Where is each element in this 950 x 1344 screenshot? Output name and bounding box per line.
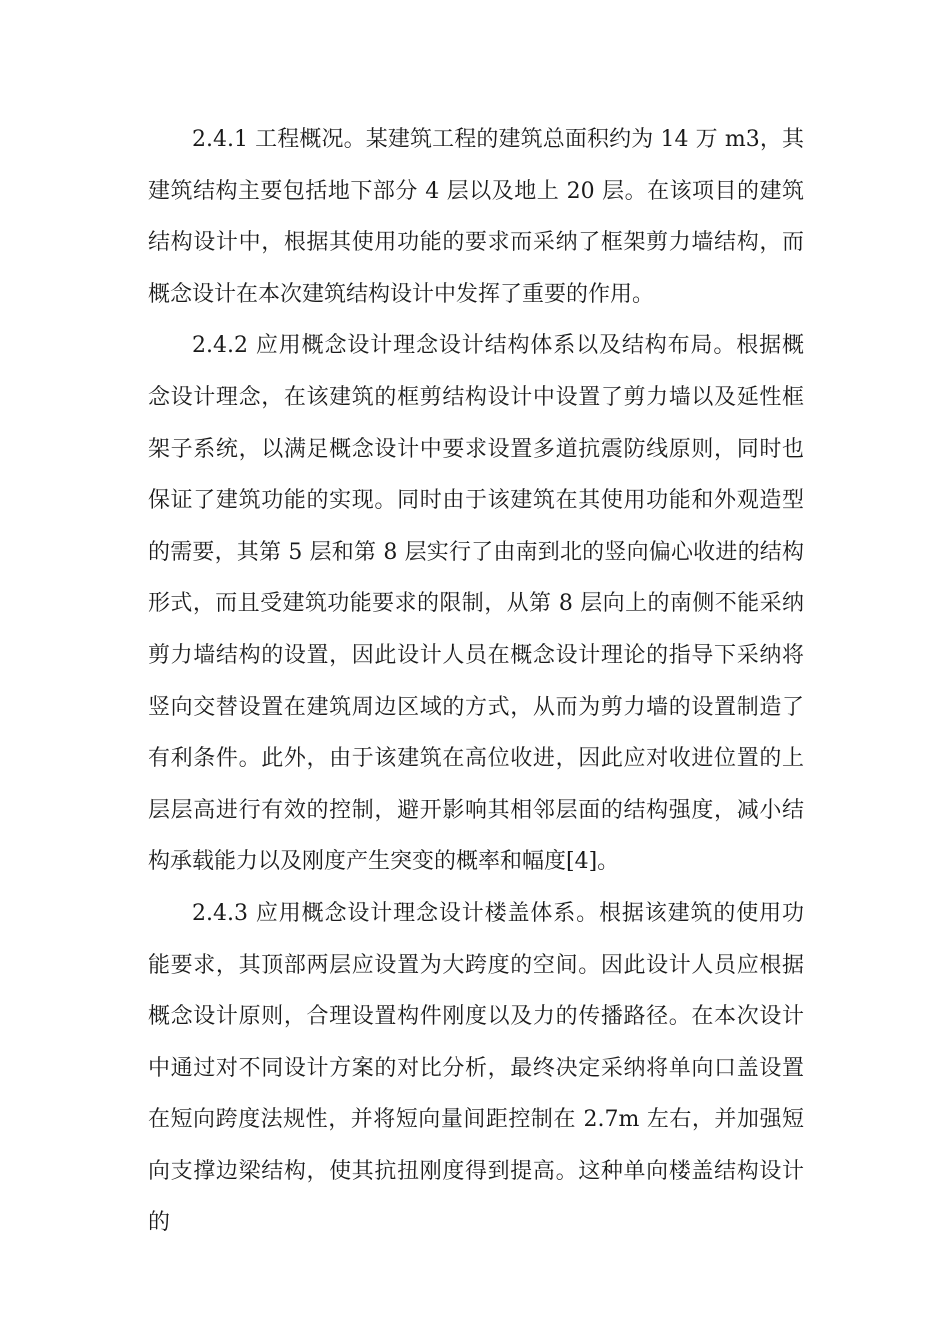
paragraph-floor-system: 2.4.3 应用概念设计理念设计楼盖体系。根据该建筑的使用功能要求，其顶部两层应设置为大跨度的空间。因此设计人员应根据概念设计原则，合理设置构件刚度以及力的传播路径。在本次设计中通过对不同设计方案的对比分析，最终决定采纳将单向口盖设置在短向跨度法规性，并将短向量间距控制在 2.7m 左右，并加强短向支撑边梁结构，使其抗扭刚度得到提高。这种单向楼盖结构设计的	[148, 900, 804, 1236]
paragraph-structural-system-layout: 2.4.2 应用概念设计理念设计结构体系以及结构布局。根据概念设计理念，在该建筑的框剪结构设计中设置了剪力墙以及延性框架子系统，以满足概念设计中要求设置多道抗震防线原则，同时也保证了建筑功能的实现。同时由于该建筑在其使用功能和外观造型的需要，其第 5 层和第 8 层实行了由南到北的竖向偏心收进的结构形式，而且受建筑功能要求的限制，从第 8 层向上的南侧不能采纳剪力墙结构的设置，因此设计人员在概念设计理论的指导下采纳将竖向交替设置在建筑周边区域的方式，从而为剪力墙的设置制造了有利条件。此外，由于该建筑在高位收进，因此应对收进位置的上层层高进行有效的控制，避开影响其相邻层面的结构强度，减小结构承载能力以及刚度产生突变的概率和幅度[4]。	[148, 333, 804, 875]
document-body	[148, 114, 804, 1249]
paragraph-project-overview: 2.4.1 工程概况。某建筑工程的建筑总面积约为 14 万 m3，其建筑结构主要包括地下部分 4 层以及地上 20 层。在该项目的建筑结构设计中，根据其使用功能的要求而采纳了框架剪力墙结构，而概念设计在本次建筑结构设计中发挥了重要的作用。	[148, 127, 804, 307]
